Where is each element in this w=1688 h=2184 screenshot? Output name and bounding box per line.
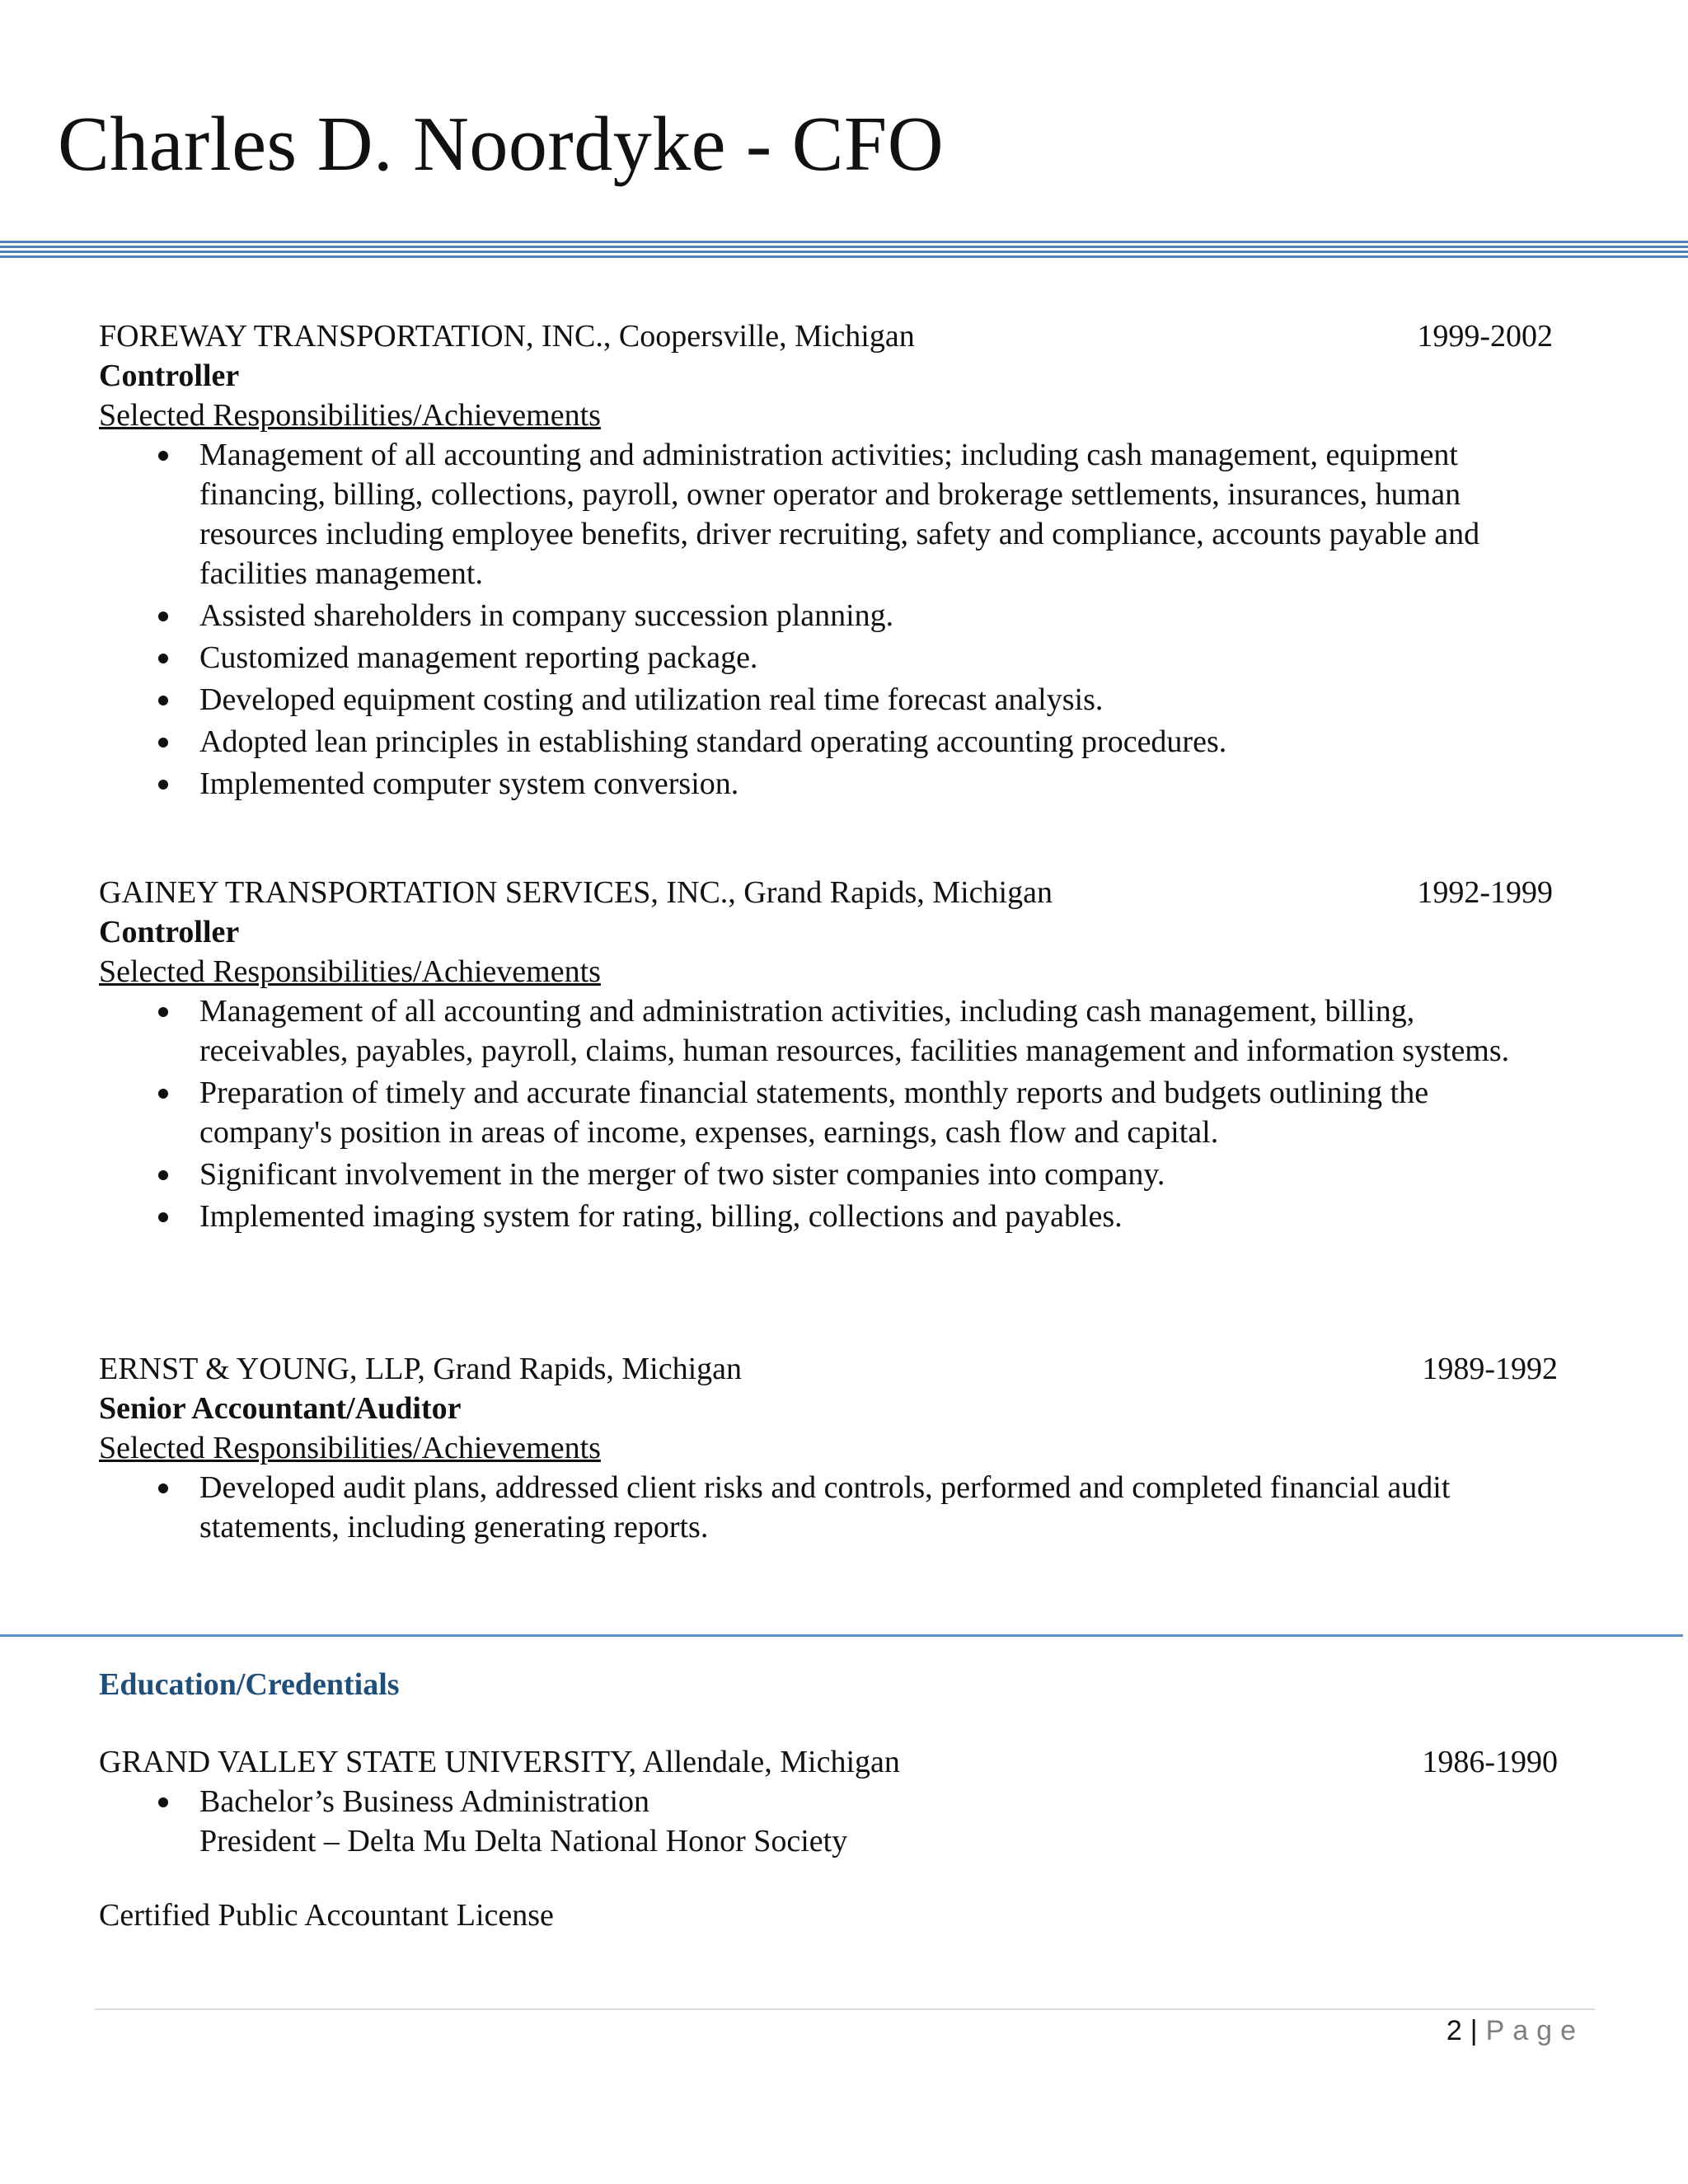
page-label: Page — [1485, 2015, 1584, 2046]
bullet-icon — [158, 738, 168, 748]
footer-separator: | — [1470, 2015, 1478, 2046]
bullet-icon — [158, 654, 168, 663]
list-item — [99, 1073, 1582, 1152]
bullet-icon — [158, 780, 168, 790]
bullet-icon — [158, 612, 168, 621]
degree-text: Bachelor’s Business Administration — [199, 1784, 650, 1819]
list-item — [99, 722, 1582, 762]
bullet-icon — [158, 1089, 168, 1099]
job-years: 1992-1999 — [1417, 875, 1553, 910]
list-item — [99, 435, 1582, 593]
section-label: Selected Responsibilities/Achievements — [99, 1431, 601, 1465]
list-item — [99, 1155, 1582, 1194]
job-header — [99, 316, 1582, 356]
page-number: 2 — [1446, 2015, 1462, 2046]
bullet-list — [99, 1468, 1582, 1547]
education-entry — [99, 1742, 1582, 1935]
bullet-icon — [158, 1170, 168, 1180]
bullet-text: Management of all accounting and administration activities; including cash management, equipment financing, billing, collections, payroll, owner operator and brokerage settlements, insurances, human resources including employee benefits, driver recruiting, safety and compliance, accounts payable and facilities management. — [199, 438, 1480, 591]
school-years: 1986-1990 — [1422, 1745, 1558, 1779]
list-item — [99, 1197, 1582, 1236]
bullet-icon — [158, 696, 168, 705]
title-divider — [0, 241, 1688, 262]
honor-text: President – Delta Mu Delta National Honor Society — [199, 1824, 848, 1858]
page-title: Charles D. Noordyke - CFO — [58, 101, 945, 187]
bullet-text: Significant involvement in the merger of two sister companies into company. — [199, 1157, 1165, 1192]
footer-divider — [95, 2008, 1595, 2010]
bullet-text: Customized management reporting package. — [199, 640, 758, 675]
job-entry — [99, 1349, 1582, 1547]
section-label: Selected Responsibilities/Achievements — [99, 398, 601, 433]
bullet-icon — [158, 451, 168, 461]
bullet-text: Assisted shareholders in company succession planning. — [199, 598, 894, 633]
bullet-text: Preparation of timely and accurate financial statements, monthly reports and budgets outlining the company's position in areas of income, expenses, earnings, cash flow and capital. — [199, 1076, 1429, 1150]
job-role: Senior Accountant/Auditor — [99, 1391, 462, 1426]
job-entry — [99, 873, 1582, 1236]
job-header — [99, 1349, 1582, 1389]
list-item — [99, 1468, 1582, 1547]
list-item — [99, 680, 1582, 719]
bullet-text: Developed audit plans, addressed client risks and controls, performed and completed financial audit statements, including generating reports. — [199, 1470, 1451, 1544]
job-role: Controller — [99, 915, 240, 949]
company-name: GAINEY TRANSPORTATION SERVICES, INC., Grand Rapids, Michigan — [99, 875, 1053, 910]
bullet-list — [99, 991, 1582, 1236]
license-text: Certified Public Accountant License — [99, 1898, 554, 1933]
job-header — [99, 873, 1582, 912]
bullet-icon — [158, 1797, 168, 1807]
list-item — [99, 764, 1582, 804]
bullet-text: Implemented computer system conversion. — [199, 766, 739, 801]
page-footer — [1447, 2011, 1584, 2050]
bullet-text: Management of all accounting and administration activities, including cash management, billing, receivables, payables, payroll, claims, human resources, facilities management and information systems. — [199, 994, 1510, 1068]
job-entry — [99, 316, 1582, 804]
education-heading: Education/Credentials — [99, 1667, 400, 1702]
list-item — [99, 638, 1582, 677]
bullet-list — [99, 1782, 1582, 1861]
bullet-icon — [158, 1483, 168, 1493]
job-years: 1989-1992 — [1422, 1352, 1558, 1386]
list-item — [99, 1782, 1582, 1861]
list-item — [99, 596, 1582, 635]
bullet-text: Implemented imaging system for rating, billing, collections and payables. — [199, 1199, 1123, 1234]
job-years: 1999-2002 — [1417, 319, 1553, 354]
section-divider — [0, 1634, 1683, 1637]
school-header — [99, 1742, 1582, 1782]
bullet-icon — [158, 1212, 168, 1222]
job-role: Controller — [99, 359, 240, 393]
bullet-icon — [158, 1007, 168, 1017]
section-label: Selected Responsibilities/Achievements — [99, 954, 601, 989]
school-name: GRAND VALLEY STATE UNIVERSITY, Allendale, Michigan — [99, 1745, 900, 1779]
company-name: FOREWAY TRANSPORTATION, INC., Coopersville, Michigan — [99, 319, 915, 354]
bullet-text: Adopted lean principles in establishing standard operating accounting procedures. — [199, 724, 1227, 759]
bullet-text: Developed equipment costing and utilization real time forecast analysis. — [199, 682, 1104, 717]
company-name: ERNST & YOUNG, LLP, Grand Rapids, Michigan — [99, 1352, 743, 1386]
bullet-list — [99, 435, 1582, 804]
list-item — [99, 991, 1582, 1071]
